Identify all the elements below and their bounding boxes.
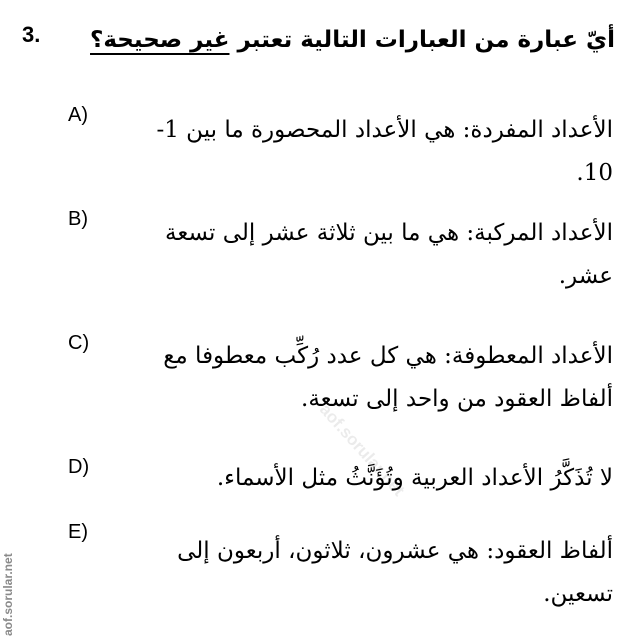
option-c-text: الأعداد المعطوفة: هي كل عدد رُكِّب معطوفا مع ألفاظ العقود من واحد إلى تسعة.: [163, 343, 613, 412]
watermark-center: aof.sorular.net: [315, 400, 409, 500]
watermark-side: aof.sorular.net: [1, 553, 15, 636]
option-b-text: الأعداد المركبة: هي ما بين ثلاثة عشر إلى تسعة عشر.: [165, 220, 613, 289]
question-text-underlined: غير صحيحة؟: [90, 27, 230, 53]
option-e-letter: E): [68, 521, 88, 543]
question-number: 3.: [22, 22, 41, 47]
option-c-letter: C): [68, 332, 90, 354]
option-b-letter: B): [68, 208, 88, 230]
option-e-text: ألفاظ العقود: هي عشرون، ثلاثون، أربعون إلى تسعين.: [177, 538, 613, 607]
option-d-text: لا تُذَكَّرُ الأعداد العربية وتُؤَنَّثُ مثل الأسماء.: [216, 465, 613, 491]
option-a-letter: A): [68, 104, 88, 126]
question-text-main: أيّ عبارة من العبارات التالية تعتبر: [229, 27, 615, 53]
option-d-letter: D): [68, 456, 90, 478]
option-a-text: الأعداد المفردة: هي الأعداد المحصورة ما بين 1-10.: [156, 117, 613, 186]
question-text: [75, 22, 615, 59]
